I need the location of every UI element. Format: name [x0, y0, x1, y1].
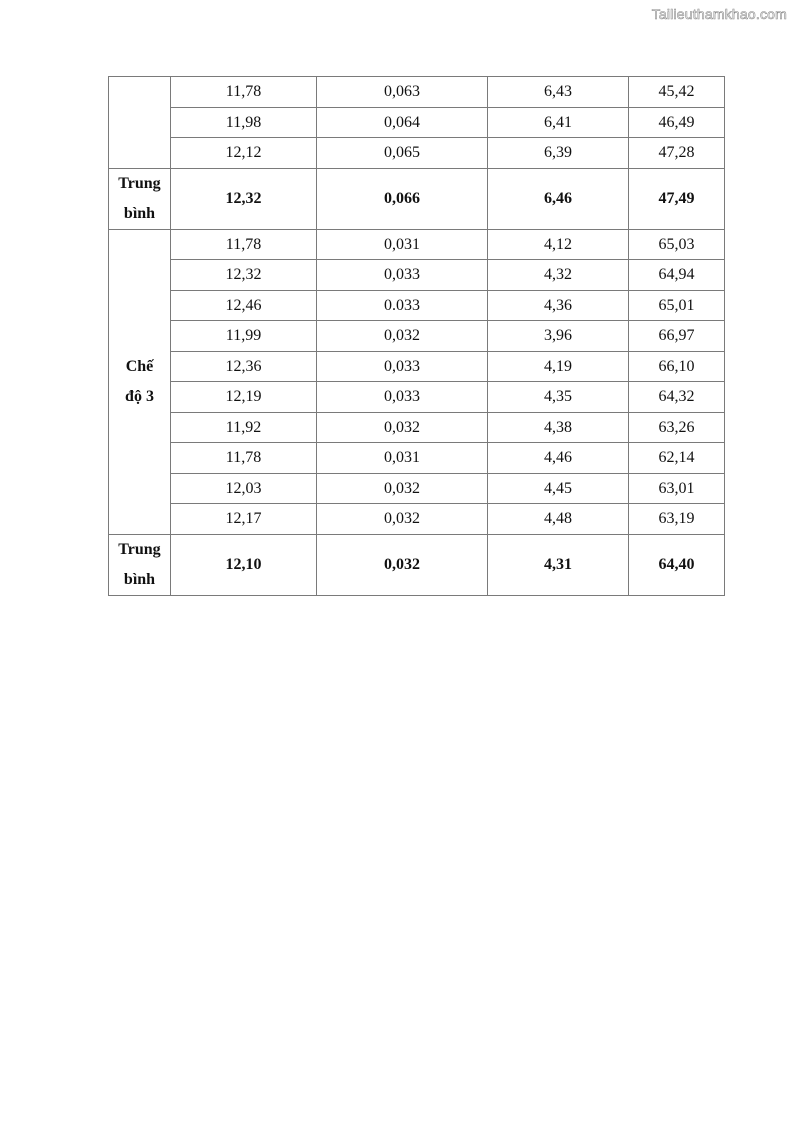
table-cell: 6,39	[488, 138, 629, 169]
average-label-line1: Trung	[118, 174, 161, 192]
average-label-line1: Trung	[118, 540, 161, 558]
table-cell: 4,19	[488, 351, 629, 382]
table-cell: 64,32	[629, 382, 725, 413]
table-row	[109, 504, 725, 535]
data-table	[108, 76, 725, 596]
average-cell: 12,10	[171, 534, 317, 595]
table-cell: 0,031	[317, 229, 488, 260]
average-cell: 0,066	[317, 168, 488, 229]
average-label	[109, 534, 171, 595]
table-cell: 0,032	[317, 321, 488, 352]
table-cell: 0,033	[317, 260, 488, 291]
table-row	[109, 229, 725, 260]
mode-label-line1: Chế	[125, 357, 154, 375]
table-cell: 65,01	[629, 290, 725, 321]
table-row	[109, 107, 725, 138]
table-cell: 65,03	[629, 229, 725, 260]
table-cell: 63,01	[629, 473, 725, 504]
average-cell: 47,49	[629, 168, 725, 229]
table-cell: 11,78	[171, 443, 317, 474]
table-cell: 46,49	[629, 107, 725, 138]
table-row	[109, 290, 725, 321]
average-cell: 6,46	[488, 168, 629, 229]
table-row	[109, 138, 725, 169]
table-row	[109, 77, 725, 108]
table-cell: 0,032	[317, 473, 488, 504]
average-cell: 64,40	[629, 534, 725, 595]
table-cell: 3,96	[488, 321, 629, 352]
table-cell: 4,46	[488, 443, 629, 474]
table-cell: 0,032	[317, 412, 488, 443]
group1-label-cell	[109, 77, 171, 169]
table-cell: 4,48	[488, 504, 629, 535]
table-cell: 6,43	[488, 77, 629, 108]
table-cell: 4,32	[488, 260, 629, 291]
table-cell: 4,45	[488, 473, 629, 504]
table-cell: 4,38	[488, 412, 629, 443]
table-row	[109, 473, 725, 504]
table-row	[109, 260, 725, 291]
table-cell: 11,99	[171, 321, 317, 352]
average-row	[109, 534, 725, 595]
average-cell: 4,31	[488, 534, 629, 595]
table-cell: 0,064	[317, 107, 488, 138]
average-cell: 12,32	[171, 168, 317, 229]
table-cell: 64,94	[629, 260, 725, 291]
table-row	[109, 443, 725, 474]
table-cell: 4,36	[488, 290, 629, 321]
table-cell: 11,98	[171, 107, 317, 138]
table-cell: 0,032	[317, 504, 488, 535]
table-cell: 6,41	[488, 107, 629, 138]
table-cell: 47,28	[629, 138, 725, 169]
table-cell: 0,033	[317, 382, 488, 413]
table-cell: 0,063	[317, 77, 488, 108]
table-cell: 0,031	[317, 443, 488, 474]
table-cell: 62,14	[629, 443, 725, 474]
table-cell: 0,033	[317, 351, 488, 382]
average-label-line2: bình	[123, 570, 156, 588]
average-cell: 0,032	[317, 534, 488, 595]
table-row	[109, 321, 725, 352]
table-cell: 66,10	[629, 351, 725, 382]
table-cell: 0.033	[317, 290, 488, 321]
table-cell: 63,19	[629, 504, 725, 535]
table-cell: 12,32	[171, 260, 317, 291]
table-row	[109, 351, 725, 382]
table-cell: 12,03	[171, 473, 317, 504]
average-row	[109, 168, 725, 229]
table-cell: 4,35	[488, 382, 629, 413]
table-cell: 0,065	[317, 138, 488, 169]
table-body	[109, 77, 725, 596]
table-cell: 66,97	[629, 321, 725, 352]
table-cell: 11,92	[171, 412, 317, 443]
mode-label	[109, 229, 171, 534]
table-row	[109, 412, 725, 443]
table-cell: 12,17	[171, 504, 317, 535]
table-cell: 63,26	[629, 412, 725, 443]
table-cell: 11,78	[171, 229, 317, 260]
average-label-line2: bình	[123, 204, 156, 222]
table-cell: 45,42	[629, 77, 725, 108]
table-cell: 12,46	[171, 290, 317, 321]
table-cell: 12,12	[171, 138, 317, 169]
table-cell: 4,12	[488, 229, 629, 260]
watermark-text: Tailieuthamkhao.com	[651, 6, 787, 22]
mode-label-line2: độ 3	[125, 387, 154, 405]
table-cell: 12,19	[171, 382, 317, 413]
table-row	[109, 382, 725, 413]
table-cell: 11,78	[171, 77, 317, 108]
average-label	[109, 168, 171, 229]
table-cell: 12,36	[171, 351, 317, 382]
